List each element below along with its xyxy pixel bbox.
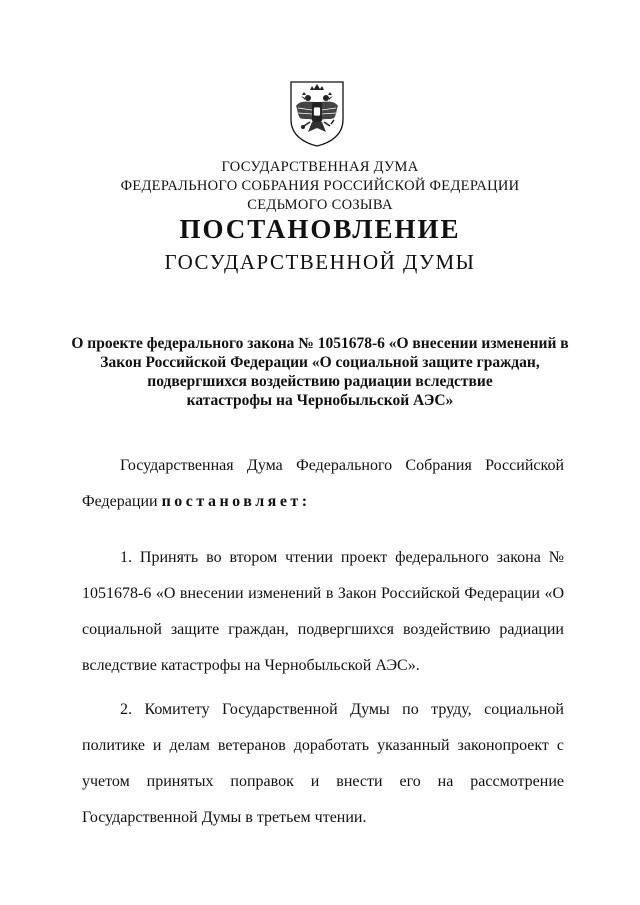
subject-line-4: катастрофы на Чернобыльской АЭС» — [186, 392, 454, 409]
decree-word: постановляет: — [161, 493, 311, 510]
double-headed-eagle-icon — [288, 80, 346, 148]
document-type-title: ПОСТАНОВЛЕНИЕ — [179, 214, 461, 244]
header-line-2: ФЕДЕРАЛЬНОГО СОБРАНИЯ РОССИЙСКОЙ ФЕДЕРАЦИИ — [120, 178, 520, 194]
subject-line-3: подвергшихся воздействию радиации вследствие — [147, 373, 493, 390]
document-subject — [60, 334, 580, 410]
header-line-1: ГОСУДАРСТВЕННАЯ ДУМА — [221, 159, 419, 175]
resolution-item-1: 1. Принять во втором чтении проект федерального закона № 1051678-6 «О внесении изменений в Закон Российской Федерации «О социальной защите граждан, подвергшихся воздействию радиации вследствие катастрофы на Чернобыльской АЭС». — [82, 549, 564, 674]
preamble-text: Государственная Дума Федерального Собрания Российской Федерации — [82, 457, 564, 510]
subject-line-1: О проекте федерального закона № 1051678-6 «О внесении изменений в — [71, 335, 569, 352]
preamble-paragraph — [82, 448, 564, 520]
header-line-3: СЕДЬМОГО СОЗЫВА — [247, 197, 393, 213]
issuer-header — [0, 158, 640, 215]
resolution-item-2: 2. Комитету Государственной Думы по труду, социальной политике и делам ветеранов доработать указанный законопроект с учетом принятых поправок и внести его на рассмотрение Государственной Думы в третьем чтении. — [82, 701, 564, 826]
document-body — [82, 448, 564, 836]
subject-line-2: Закон Российской Федерации «О социальной защите граждан, — [100, 354, 540, 371]
document-issuer-title: ГОСУДАРСТВЕННОЙ ДУМЫ — [164, 250, 476, 274]
